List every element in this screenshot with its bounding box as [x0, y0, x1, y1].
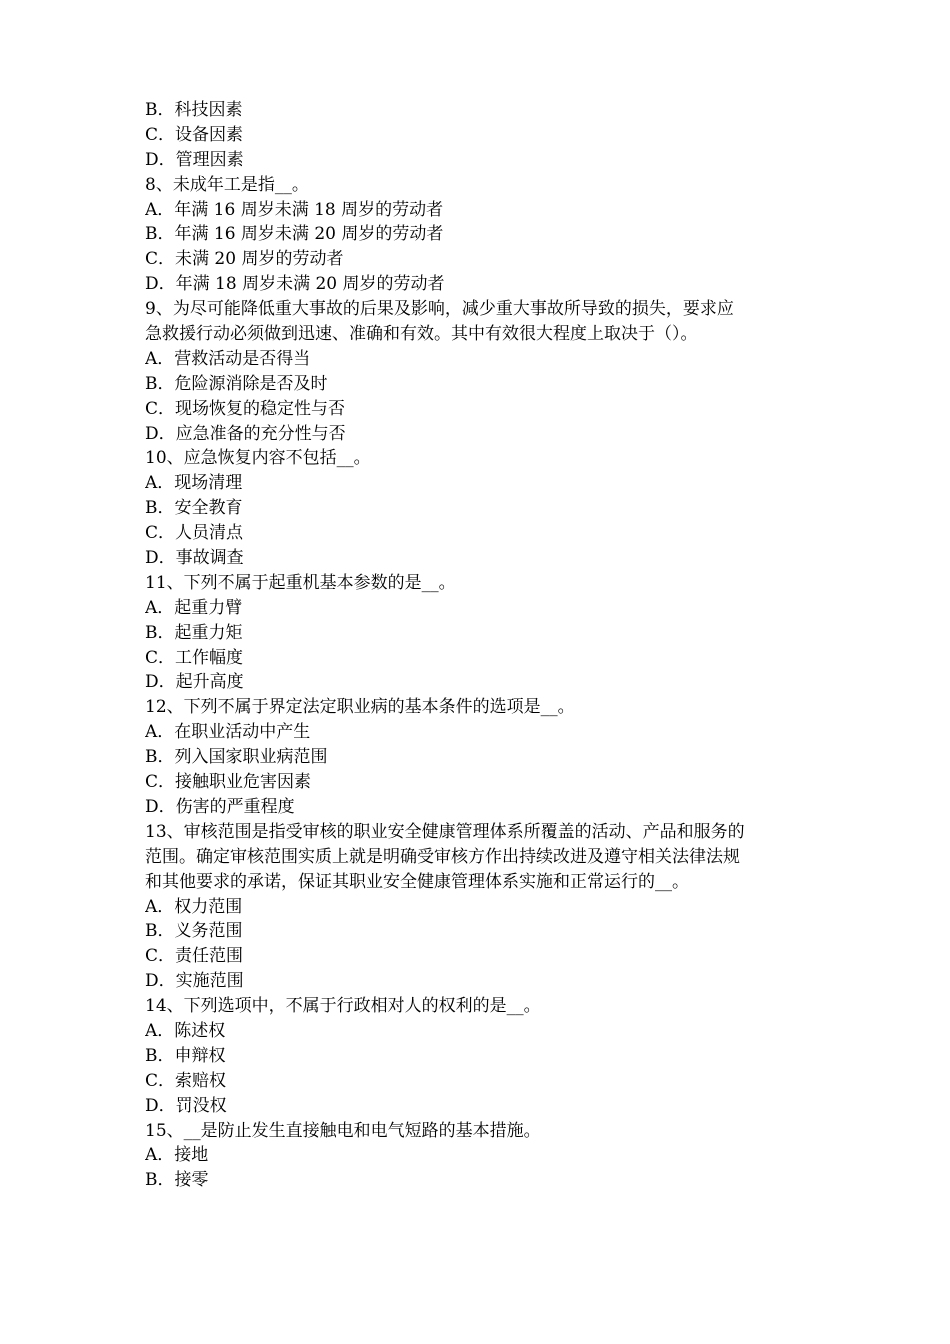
question-line: 15、__是防止发生直接触电和电气短路的基本措施。 — [145, 1120, 541, 1141]
question-line: 8、未成年工是指__。 — [145, 174, 309, 195]
option-line: A．陈述权 — [145, 1020, 226, 1041]
option-line: D．年满 18 周岁未满 20 周岁的劳动者 — [145, 274, 445, 295]
option-line: C．责任范围 — [145, 946, 244, 967]
question-line: 和其他要求的承诺，保证其职业安全健康管理体系实施和正常运行的__。 — [145, 871, 689, 892]
question-line: 急救援行动必须做到迅速、准确和有效。其中有效很大程度上取决于（）。 — [145, 324, 698, 345]
option-line: A．年满 16 周岁未满 18 周岁的劳动者 — [145, 199, 444, 220]
option-line: A．起重力臂 — [145, 597, 243, 618]
question-line: 13、审核范围是指受审核的职业安全健康管理体系所覆盖的活动、产品和服务的 — [145, 821, 745, 842]
question-line: 9、为尽可能降低重大事故的后果及影响，减少重大事故所导致的损失，要求应 — [145, 299, 734, 320]
option-line: D．起升高度 — [145, 672, 244, 693]
option-line: B．安全教育 — [145, 498, 243, 519]
option-line: C．索赔权 — [145, 1070, 227, 1091]
question-line: 范围。确定审核范围实质上就是明确受审核方作出持续改进及遵守相关法律法规 — [145, 846, 740, 867]
document-page — [145, 98, 810, 1193]
option-line: D．伤害的严重程度 — [145, 796, 295, 817]
question-line: 10、应急恢复内容不包括__。 — [145, 448, 371, 469]
option-line: B．接零 — [145, 1170, 209, 1191]
option-line: B．义务范围 — [145, 921, 243, 942]
option-line: D．应急准备的充分性与否 — [145, 423, 346, 444]
question-line: 11、下列不属于起重机基本参数的是__。 — [145, 572, 456, 593]
option-line: A．现场清理 — [145, 473, 243, 494]
option-line: B．列入国家职业病范围 — [145, 747, 328, 768]
option-line: C．未满 20 周岁的劳动者 — [145, 249, 344, 270]
option-line: A．权力范围 — [145, 896, 243, 917]
option-line: C．工作幅度 — [145, 647, 244, 668]
option-line: D．罚没权 — [145, 1095, 227, 1116]
option-line: B．起重力矩 — [145, 622, 243, 643]
option-line: B．科技因素 — [145, 100, 243, 120]
option-line: A．在职业活动中产生 — [145, 722, 311, 743]
option-line: B．申辩权 — [145, 1045, 226, 1066]
option-line: B．危险源消除是否及时 — [145, 373, 328, 394]
option-line: C．人员清点 — [145, 523, 244, 544]
option-line: A．接地 — [145, 1145, 209, 1166]
option-line: C．现场恢复的稳定性与否 — [145, 398, 346, 419]
option-line: D．管理因素 — [145, 149, 244, 170]
option-line: A．营救活动是否得当 — [145, 348, 311, 369]
option-line: D．实施范围 — [145, 971, 244, 992]
option-line: C．设备因素 — [145, 124, 244, 145]
question-line: 14、下列选项中，不属于行政相对人的权利的是__。 — [145, 996, 541, 1017]
option-line: D．事故调查 — [145, 548, 244, 569]
option-line: B．年满 16 周岁未满 20 周岁的劳动者 — [145, 224, 444, 245]
option-line: C．接触职业危害因素 — [145, 772, 312, 793]
question-line: 12、下列不属于界定法定职业病的基本条件的选项是__。 — [145, 697, 575, 718]
